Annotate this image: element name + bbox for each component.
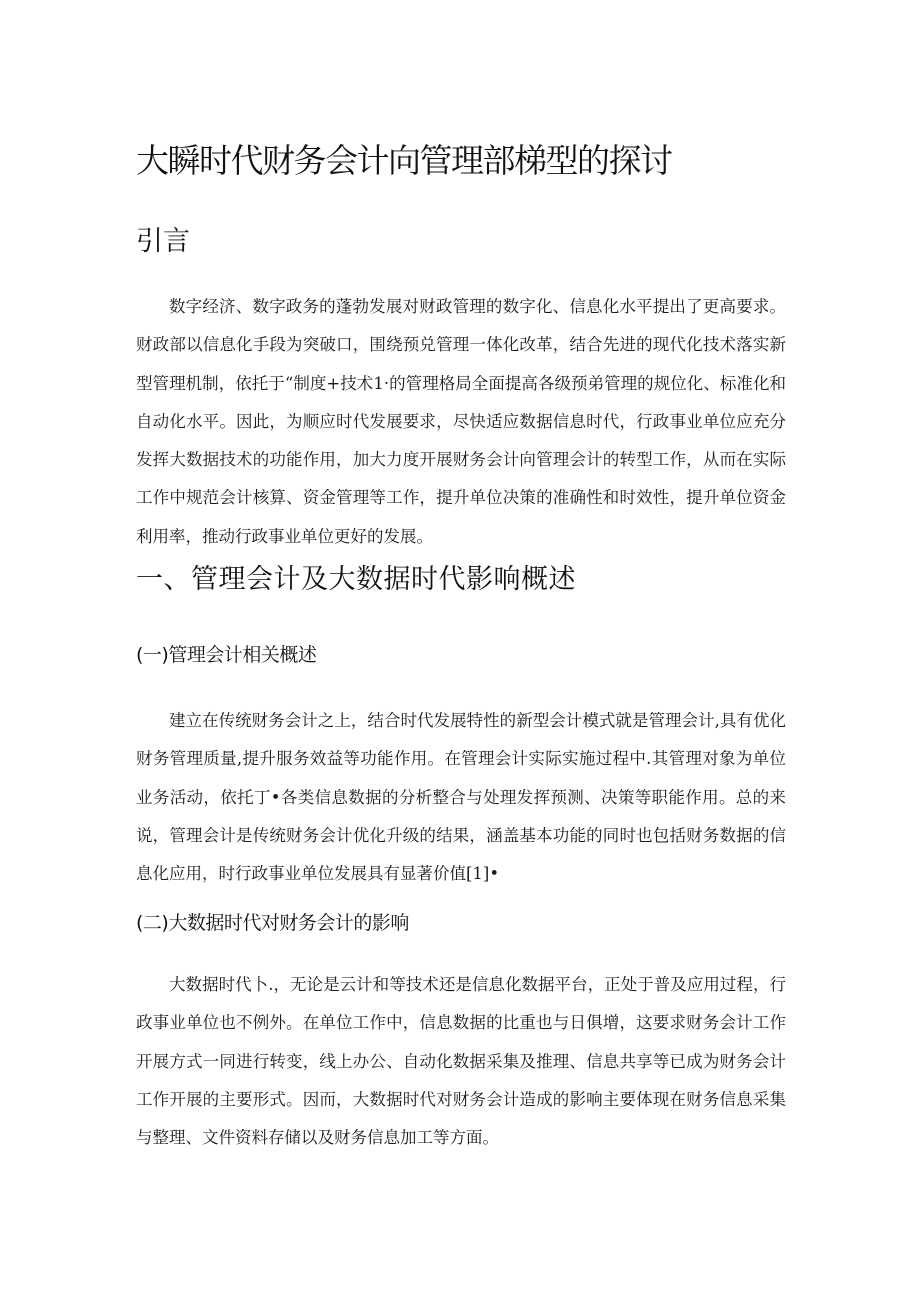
subsection-b-heading: (二)大数据时代对财务会计的影响 <box>136 912 409 934</box>
subsection-a-heading: (一)管理会计相关概述 <box>136 644 317 666</box>
document-title: 大瞬时代财务会计向管理部梯型的探讨 <box>136 141 672 180</box>
section1-heading: 一、管理会计及大数据时代影响概述 <box>136 564 576 595</box>
intro-heading: 引言 <box>136 226 190 257</box>
subsection-a-paragraph: 建立在传统财务会计之上，结合时代发展特性的新型会计模式就是管理会计,具有优化财务管理质量,提升服务效益等功能作用。在管理会计实际实施过程中.其管理对象为单位业务活动，依托丁•各类信息数据的分析整合与处理发挥预测、决策等职能作用。总的来说，管理会计是传统财务会计优化升级的结果，涵盖基本功能的同时也包括财务数据的信息化应用，时行政事业单位发展具有显著价值[1]• <box>136 711 786 884</box>
intro-paragraph: 数字经济、数字政务的蓬勃发展对财政管理的数字化、信息化水平提出了更高要求。财政部以信息化手段为突破口，围绕预兑管理一体化改革，结合先进的现代化技术落实新型管理机制，依托于“制度+技术1·的管理格局全面提高各级预弟管理的规位化、标准化和自动化水平。因此，为顺应时代发展要求，尽快适应数据信息时代，行政事业单位应充分发挥大数据技术的功能作用，加大力度开展财务会计向管理会计的转型工作，从而在实际工作中规范会计核算、资金管理等工作，提升单位决策的准确性和时效性，提升单位资金利用率，推动行政事业单位更好的发展。 <box>136 297 786 546</box>
subsection-b-paragraph: 大数据时代卜.，无论是云计和等技术还是信息化数据平台，正处于普及应用过程，行政事业单位也不例外。在单位工作中，信息数据的比重也与日俱增，这要求财务会计工作开展方式一同进行转变，线上办公、自动化数据采集及推理、信息共享等已成为财务会计工作开展的主要形式。因而，大数据时代对财务会计造成的影响主要体现在财务信息采集与整理、文件资料存储以及财务信息加工等方面。 <box>136 975 786 1148</box>
